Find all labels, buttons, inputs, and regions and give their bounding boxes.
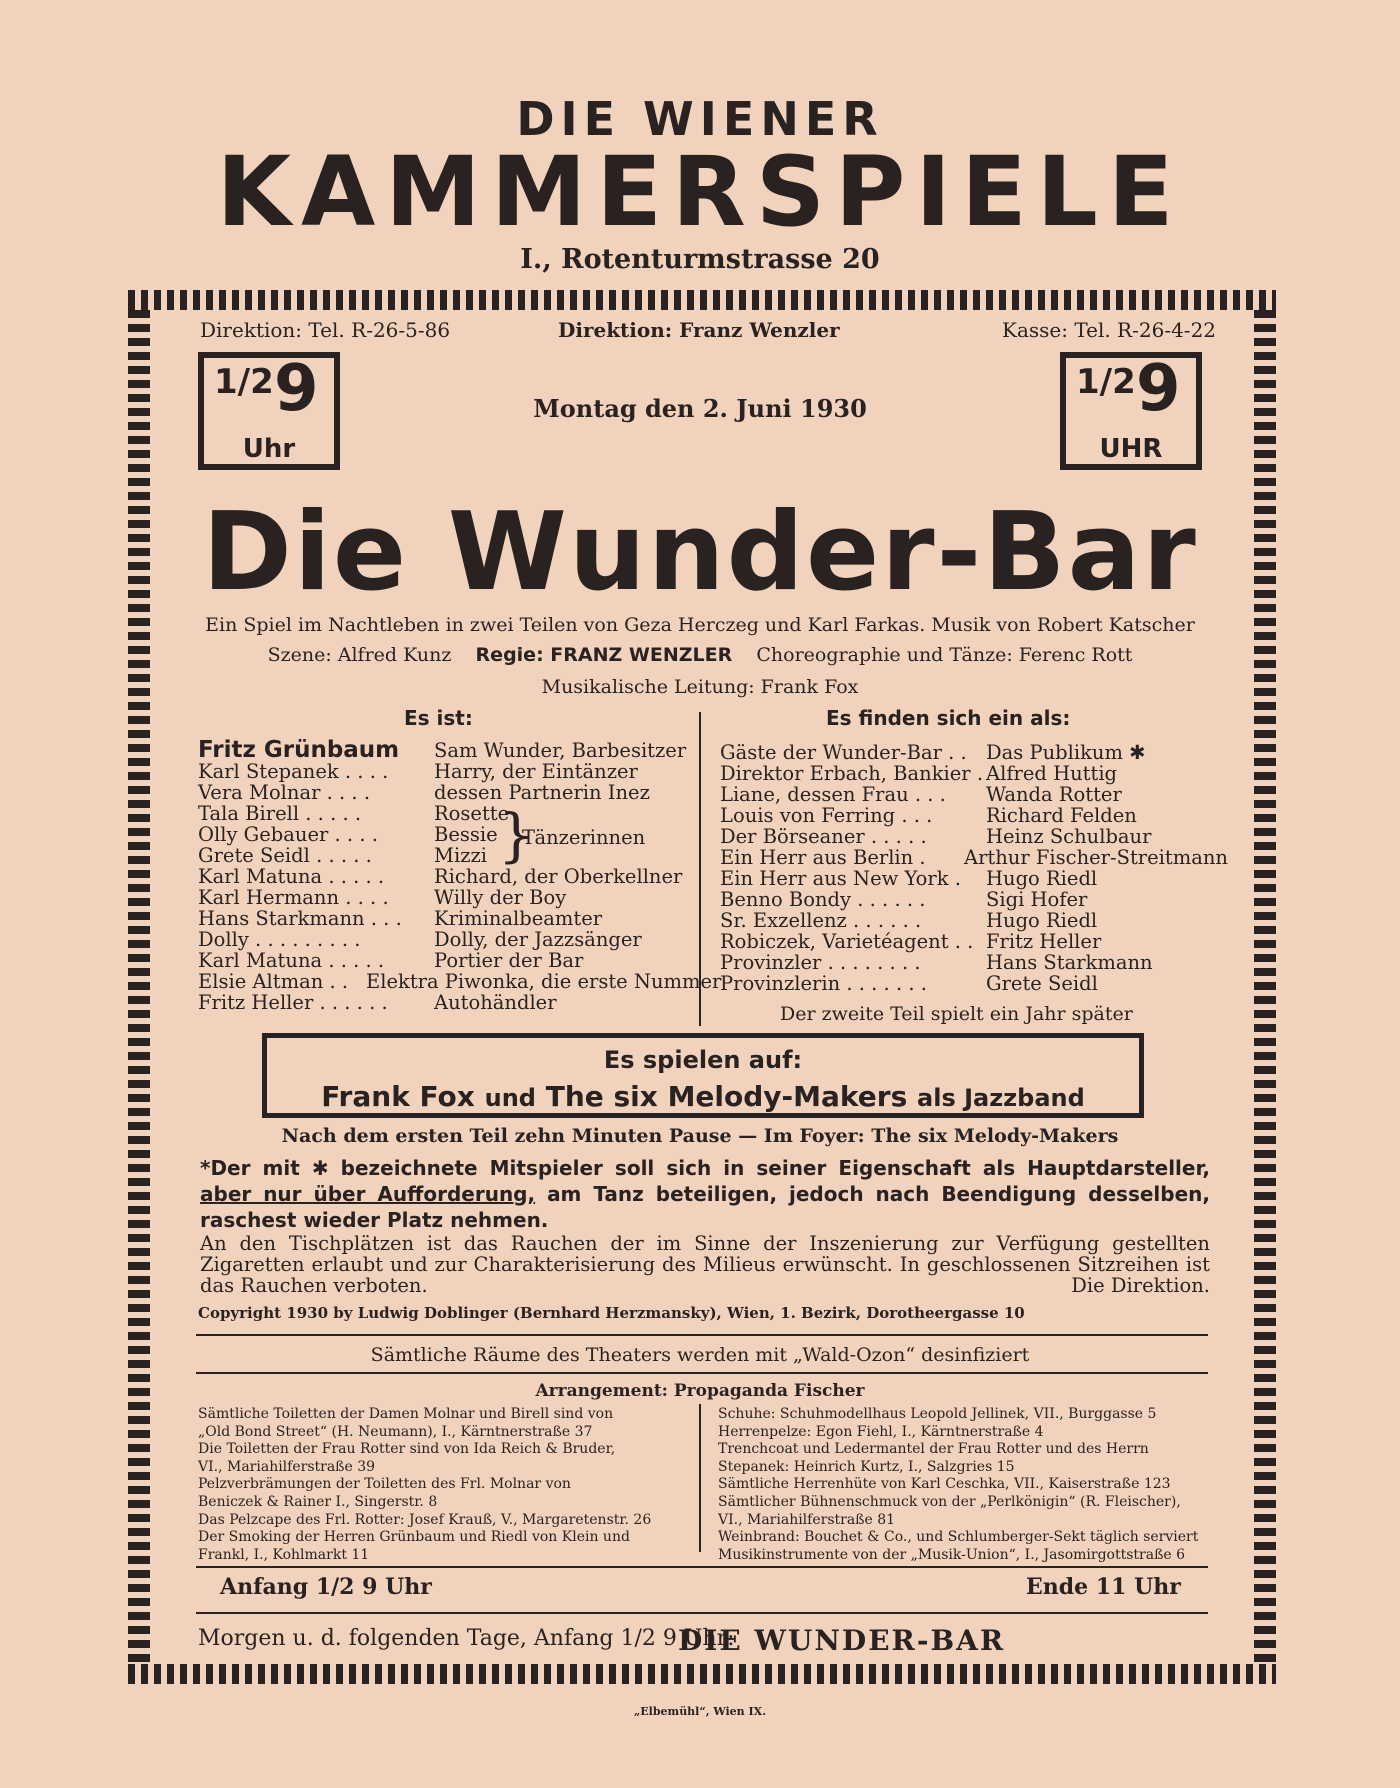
- cast-row: [198, 970, 722, 993]
- theatre-name-prefix: DIE WIENER: [516, 92, 884, 146]
- notice-part2: am Tanz beteiligen, jedoch nach Beendigung desselben, raschest wieder Platz nehmen.: [200, 1182, 1210, 1232]
- sponsor-list-left: [198, 1406, 651, 1564]
- actor-name: Wanda Rotter: [986, 783, 1122, 806]
- role-name: Provinzler . . . . . . . .: [720, 951, 921, 974]
- sponsor-line: Trenchcoat und Ledermantel der Frau Rotter und des Herrn: [718, 1441, 1149, 1458]
- dancers-label: Tänzerinnen: [522, 826, 646, 849]
- actor-name: Sigi Hofer: [986, 888, 1088, 911]
- role-name: Gäste der Wunder-Bar . .: [720, 741, 967, 764]
- cast-row: [198, 992, 688, 1013]
- time-hour: 9: [1136, 352, 1181, 426]
- actor-name: Vera Molnar . . . .: [198, 781, 371, 804]
- band-role: als Jazzband: [917, 1084, 1085, 1112]
- sponsor-line: Sämtliche Herrenhüte von Karl Ceschka, VII., Kaiserstraße 123: [718, 1476, 1171, 1493]
- sponsor-line: Die Toiletten der Frau Rotter sind von Ida Reich & Bruder,: [198, 1441, 616, 1458]
- cast-row: [720, 910, 1220, 931]
- band-heading: Es spielen auf:: [603, 1046, 803, 1074]
- cast-row: [720, 805, 1220, 826]
- actor-name: Fritz Grünbaum: [198, 737, 400, 763]
- sponsor-line: Stepanek: Heinrich Kurtz, I., Salzgries 15: [718, 1458, 1015, 1475]
- actor-name: Karl Matuna . . . . .: [198, 865, 385, 888]
- sponsor-line: Sämtlicher Bühnenschmuck von der „Perlkönigin“ (R. Fleischer),: [718, 1493, 1181, 1510]
- role-name: Portier der Bar: [434, 949, 584, 972]
- actor-name: Karl Hermann . . . .: [198, 886, 389, 909]
- sponsor-line: Herrenpelze: Egon Fiehl, I., Kärntnerstraße 4: [718, 1423, 1044, 1440]
- sponsor-line: Der Smoking der Herren Grünbaum und Riedl von Klein und: [198, 1529, 630, 1546]
- role-name: Ein Herr aus Berlin .: [720, 846, 926, 869]
- role-name: Kriminalbeamter: [434, 907, 603, 930]
- authors-credit: Ein Spiel im Nachtleben in zwei Teilen von Geza Herczeg und Karl Farkas. Musik von Robert Katscher: [205, 614, 1195, 636]
- time-hour: 9: [274, 352, 319, 426]
- role-name: Harry, der Eintänzer: [434, 760, 638, 783]
- cast-row: [720, 846, 1228, 869]
- cast-row: [198, 761, 688, 782]
- rule: [196, 1566, 1208, 1568]
- role-name: Rosette: [434, 802, 510, 825]
- cast-left-heading: Es ist:: [404, 706, 473, 730]
- actor-name: Hugo Riedl: [986, 867, 1098, 890]
- rule: [196, 1334, 1208, 1336]
- next-days-title: DIE WUNDER-BAR: [678, 1624, 1006, 1657]
- cast-row: [198, 782, 688, 803]
- next-days-note: Morgen u. d. folgenden Tage, Anfang 1/2 9 Uhr:: [198, 1626, 735, 1651]
- sponsor-line: Pelzverbrämungen der Toiletten des Frl. Molnar von: [198, 1476, 571, 1493]
- actor-name: Hans Starkmann: [986, 951, 1153, 974]
- choreography-credit: Choreographie und Tänze: Ferenc Rott: [756, 644, 1133, 666]
- performance-date: Montag den 2. Juni 1930: [533, 394, 867, 423]
- actor-name: Hans Starkmann . . .: [198, 907, 402, 930]
- actor-name: Hugo Riedl: [986, 909, 1098, 932]
- role-name: Bessie: [434, 823, 498, 846]
- cast-row: [720, 931, 1220, 952]
- sponsor-line: VI., Mariahilferstraße 39: [198, 1458, 376, 1475]
- sponsor-line: Sämtliche Toiletten der Damen Molnar und Birell sind von: [198, 1406, 614, 1422]
- cast-row: [198, 737, 688, 763]
- end-time: Ende 11 Uhr: [1026, 1574, 1181, 1600]
- printer-imprint: „Elbemühl“, Wien IX.: [633, 1705, 767, 1718]
- cast-row: [720, 763, 1220, 784]
- sponsor-divider: [699, 1404, 701, 1552]
- cast-row: [198, 950, 688, 971]
- role-name: Elektra Piwonka, die erste Nummer: [366, 970, 722, 993]
- actor-name: Dolly . . . . . . . . .: [198, 928, 361, 951]
- theatre-address: I., Rotenturmstrasse 20: [520, 244, 880, 275]
- frame-top-border: [128, 290, 1276, 310]
- box-office-phone: Kasse: Tel. R-26-4-22: [1002, 318, 1217, 342]
- band-leader: Frank Fox: [321, 1080, 475, 1113]
- sponsor-line: Das Pelzcape des Frl. Rotter: Josef Krauß, V., Margaretenstr. 26: [198, 1511, 652, 1528]
- actor-name: Heinz Schulbaur: [986, 825, 1152, 848]
- actor-name: Alfred Huttig: [986, 762, 1118, 785]
- sponsor-line: „Old Bond Street“ (H. Neumann), I., Kärntnerstraße 37: [198, 1423, 593, 1440]
- band-und: und: [484, 1084, 536, 1112]
- music-direction-credit: Musikalische Leitung: Frank Fox: [541, 676, 859, 698]
- sponsor-list-right: [718, 1406, 1198, 1564]
- role-name: Direktor Erbach, Bankier .: [720, 762, 984, 785]
- arrangement-credit: Arrangement: Propaganda Fischer: [535, 1381, 865, 1401]
- cast-row: [720, 826, 1220, 847]
- direction-name: Direktion: Franz Wenzler: [558, 318, 840, 342]
- actor-name: Elsie Altman . .: [198, 970, 349, 993]
- role-name: Richard, der Oberkellner: [434, 865, 683, 888]
- role-name: Liane, dessen Frau . . .: [720, 783, 946, 806]
- cast-row: [720, 952, 1220, 973]
- actor-name: Grete Seidl . . . . .: [198, 844, 372, 867]
- role-name: Willy der Boy: [434, 886, 567, 909]
- role-name: Ein Herr aus New York .: [720, 867, 961, 890]
- cast-right-heading: Es finden sich ein als:: [826, 706, 1071, 730]
- role-name: Autohändler: [434, 991, 557, 1014]
- cast-list-left: [198, 737, 722, 1014]
- role-name: Louis von Ferring . . .: [720, 804, 933, 827]
- actor-name: Grete Seidl: [986, 972, 1098, 995]
- role-name: dessen Partnerin Inez: [434, 781, 650, 804]
- cast-row: [720, 784, 1220, 805]
- actor-name: Fritz Heller: [986, 930, 1102, 953]
- cast-row: [198, 929, 688, 950]
- actor-name: Richard Felden: [986, 804, 1137, 827]
- copyright-line: Copyright 1930 by Ludwig Doblinger (Bernhard Herzmansky), Wien, 1. Bezirk, Dorotheergasse 10: [198, 1304, 1025, 1322]
- band-name: The six Melody-Makers: [545, 1080, 908, 1113]
- smoking-text: An den Tischplätzen ist das Rauchen der im Sinne der Inszenierung zur Verfügung gestellten Zigaretten erlaubt und zur Charakterisierung des Milieus erwünscht. In geschlossenen Sitzreihen ist das Rauchen verboten.: [200, 1232, 1210, 1297]
- scene-credit: Szene: Alfred Kunz: [267, 644, 452, 666]
- role-name: Mizzi: [434, 844, 487, 867]
- frame-bottom-border: [128, 1664, 1276, 1684]
- role-name: Sam Wunder, Barbesitzer: [434, 739, 687, 762]
- cast-row: [720, 889, 1220, 910]
- cast-row: [720, 868, 1220, 889]
- cast-list-right: [720, 741, 1228, 995]
- actor-name: Arthur Fischer-Streitmann: [964, 846, 1228, 869]
- rule: [196, 1372, 1208, 1374]
- band-line: [267, 1080, 1139, 1113]
- role-name: Sr. Exzellenz . . . . . .: [720, 909, 922, 932]
- dance-notice: [200, 1155, 1210, 1233]
- actor-name: Karl Stepanek . . . .: [198, 760, 389, 783]
- notice-part1: *Der mit ✱ bezeichnete Mitspieler soll sich in seiner Eigenschaft als Hauptdarsteller,: [200, 1156, 1210, 1180]
- brace-symbol: }: [498, 801, 535, 869]
- staff-credits: [0, 644, 1400, 666]
- actor-name: Das Publikum ✱: [986, 741, 1146, 764]
- time-unit: Uhr: [242, 434, 296, 464]
- sponsor-line: Beniczek & Rainer I., Singerstr. 8: [198, 1493, 438, 1510]
- band-box: [262, 1033, 1144, 1118]
- role-name: Provinzlerin . . . . . . .: [720, 972, 927, 995]
- role-name: Robiczek, Varietéagent . .: [720, 930, 974, 953]
- sponsor-line: Weinbrand: Bouchet & Co., und Schlumberger-Sekt täglich serviert: [718, 1529, 1199, 1546]
- cast-row: [720, 742, 1220, 763]
- sponsor-line: Schuhe: Schuhmodellhaus Leopold Jellinek, VII., Burggasse 5: [718, 1406, 1157, 1422]
- rule: [196, 1612, 1208, 1614]
- actor-name: Tala Birell . . . . .: [198, 802, 362, 825]
- signature: Die Direktion.: [1071, 1274, 1210, 1297]
- notice-underlined: aber nur über Aufforderung,: [200, 1182, 536, 1206]
- second-part-note: Der zweite Teil spielt ein Jahr später: [780, 1003, 1133, 1025]
- play-title: Die Wunder-Bar: [202, 490, 1198, 615]
- cast-row: [198, 803, 688, 824]
- time-fraction: 1/2: [214, 362, 274, 402]
- direction-phone: Direktion: Tel. R-26-5-86: [200, 318, 451, 342]
- cast-row: [198, 908, 688, 929]
- cast-row: [198, 887, 688, 908]
- actor-name: Karl Matuna . . . . .: [198, 949, 385, 972]
- sponsor-line: Musikinstrumente von der „Musik-Union“, I., Jasomirgottstraße 6: [718, 1546, 1186, 1563]
- actor-name: Olly Gebauer . . . .: [198, 823, 378, 846]
- role-name: Der Börseaner . . . . .: [720, 825, 927, 848]
- cast-row: [720, 973, 1220, 994]
- role-name: Benno Bondy . . . . . .: [720, 888, 926, 911]
- time-fraction: 1/2: [1076, 362, 1136, 402]
- disinfection-note: Sämtliche Räume des Theaters werden mit „Wald-Ozon“ desinfiziert: [370, 1344, 1030, 1366]
- sponsor-line: Frankl, I., Kohlmarkt 11: [198, 1546, 370, 1563]
- cast-row: [198, 866, 688, 887]
- sponsor-line: VI., Mariahilferstraße 81: [718, 1511, 896, 1528]
- theatre-name: KAMMERSPIELE: [216, 136, 1184, 248]
- start-time: Anfang 1/2 9 Uhr: [220, 1574, 432, 1600]
- time-unit: UHR: [1099, 434, 1163, 464]
- intermission-note: Nach dem ersten Teil zehn Minuten Pause — Im Foyer: The six Melody-Makers: [281, 1125, 1119, 1147]
- director-credit: Regie: FRANZ WENZLER: [475, 644, 733, 666]
- smoking-notice: [200, 1233, 1210, 1296]
- role-name: Dolly, der Jazzsänger: [434, 928, 642, 951]
- actor-name: Fritz Heller . . . . . .: [198, 991, 388, 1014]
